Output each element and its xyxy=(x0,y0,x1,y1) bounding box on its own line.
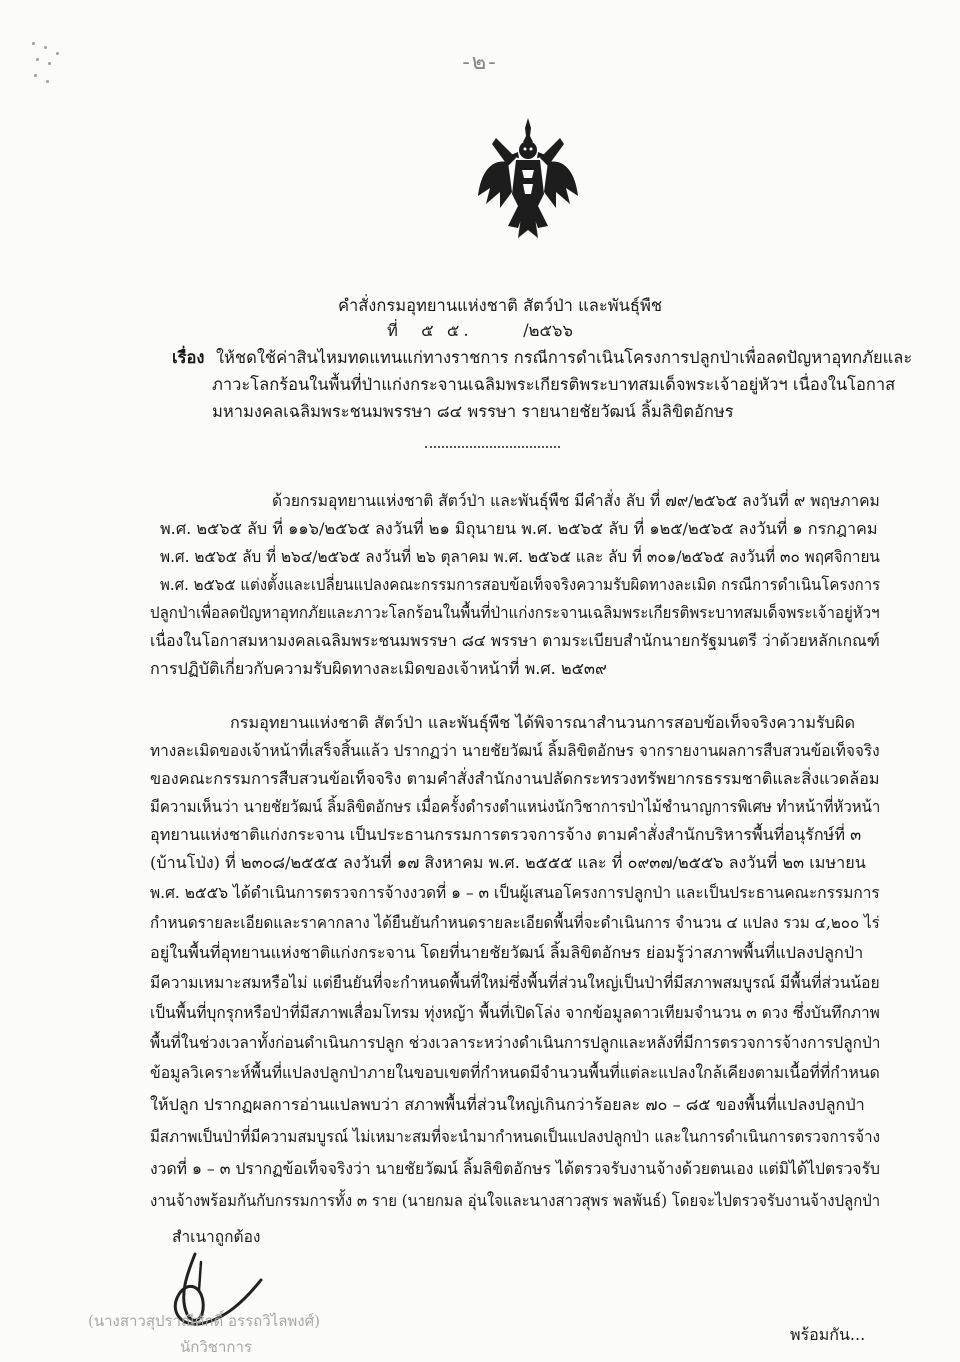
subject-line: ภาวะโลกร้อนในพื้นที่ป่าแก่งกระจานเฉลิมพระเกียรติพระบาทสมเด็จพระเจ้าอยู่หัวฯ เนื่องในโอกาส xyxy=(212,375,896,394)
continued-marker: พร้อมกัน... xyxy=(790,1325,866,1344)
paragraph-line: งานจ้างพร้อมกันกับกรรมการทั้ง ๓ ราย (นายกมล อุ่นใจและนางสาวสุพร พลพันธ์) โดยจะไปตรวจรับงานจ้างปลูกป่า xyxy=(150,1191,881,1210)
certifier-block xyxy=(88,1308,320,1360)
paragraph-line: การปฏิบัติเกี่ยวกับความรับผิดทางละเมิดของเจ้าหน้าที่ พ.ศ. ๒๕๓๙ xyxy=(150,659,607,678)
paragraph-line: งวดที่ ๑ – ๓ ปรากฏข้อเท็จจริงว่า นายชัยวัฒน์ ลิ้มลิขิตอักษร ได้ตรวจรับงานจ้างด้วยตนเอง แต่มิได้ไปตรวจรับ xyxy=(150,1159,880,1178)
order-number-year: /๒๕๖๖ xyxy=(523,321,573,340)
paragraph-line: พ.ศ. ๒๕๖๕ แต่งตั้งและเปลี่ยนแปลงคณะกรรมการสอบข้อเท็จจริงความรับผิดทางละเมิด กรณีการดำเนินโครงการ xyxy=(160,575,881,594)
copy-certified-note: สำเนาถูกต้อง xyxy=(172,1228,261,1246)
paragraph-line: พ.ศ. ๒๕๖๕ ลับ ที่ ๑๑๖/๒๕๖๕ ลงวันที่ ๒๑ มิถุนายน พ.ศ. ๒๕๖๕ ลับ ที่ ๑๒๕/๒๕๖๕ ลงวันที่ ๑ กรกฎาคม xyxy=(160,519,878,538)
paragraph-line: ข้อมูลวิเคราะห์พื้นที่แปลงปลูกป่าภายในขอบเขตที่กำหนดมีจำนวนพื้นที่แต่ละแปลงใกล้เคียงตามเนื้อที่ที่กำหนด xyxy=(150,1063,880,1082)
paragraph-line: ปลูกป่าเพื่อลดปัญหาอุทกภัยและภาวะโลกร้อนในพื้นที่ป่าแก่งกระจานเฉลิมพระเกียรติพระบาทสมเด็จพระเจ้าอยู่หัวฯ xyxy=(150,603,880,622)
garuda-emblem xyxy=(478,118,578,240)
paragraph-line: อุทยานแห่งชาติแก่งกระจาน เป็นประธานกรรมการตรวจการจ้าง ตามคำสั่งสำนักบริหารพื้นที่อนุรักษ์ที่ ๓ xyxy=(150,825,862,844)
paragraph-line: ทางละเมิดของเจ้าหน้าที่เสร็จสิ้นแล้ว ปรากฏว่า นายชัยวัฒน์ ลิ้มลิขิตอักษร จากรายงานผลการสืบสวนข้อเท็จจริง xyxy=(150,741,880,760)
paragraph-line: กำหนดรายละเอียดและราคากลาง ได้ยืนยันกำหนดรายละเอียดพื้นที่จะดำเนินการ จำนวน ๔ แปลง รวม ๔,๒๐๐ ไร่ xyxy=(150,913,880,932)
paragraph-line: มีความเหมาะสมหรือไม่ แต่ยืนยันที่จะกำหนดพื้นที่ใหม่ซึ่งพื้นที่ส่วนใหญ่เป็นป่าที่มีสภาพสมบูรณ์ มีพื้นที่ส่วนน้อย xyxy=(150,973,880,992)
order-number xyxy=(0,318,960,344)
subject-label: เรื่อง xyxy=(172,348,205,367)
subject-block xyxy=(172,344,913,425)
subject-line: มหามงคลเฉลิมพระชนมพรรษา ๘๔ พรรษา รายนายชัยวัฒน์ ลิ้มลิขิตอักษร xyxy=(212,402,734,421)
paragraph-line: (บ้านโป่ง) ที่ ๒๓๐๘/๒๕๕๕ ลงวันที่ ๑๗ สิงหาคม พ.ศ. ๒๕๕๕ และ ที่ ๐๙๓๗/๒๕๕๖ ลงวันที่ ๒๓ เมษายน xyxy=(150,853,866,872)
paragraph-line: พ.ศ. ๒๕๕๖ ได้ดำเนินการตรวจการจ้างงวดที่ ๑ – ๓ เป็นผู้เสนอโครงการปลูกป่า และเป็นประธานคณะกรรมการ xyxy=(150,883,880,902)
paragraph-line: ของคณะกรรมการสืบสวนข้อเท็จจริง ตามคำสั่งสำนักงานปลัดกระทรวงทรัพยากรธรรมชาติและสิ่งแวดล้อม xyxy=(150,769,880,788)
paragraph-line: เนื่องในโอกาสมหามงคลเฉลิมพระชนมพรรษา ๘๔ พรรษา ตามระเบียบสำนักนายกรัฐมนตรี ว่าด้วยหลักเกณฑ์ xyxy=(150,631,880,650)
paragraph-line: พื้นที่ในช่วงเวลาทั้งก่อนดำเนินการปลูก ช่วงเวลาระหว่างดำเนินการปลูกและหลังที่มีการตรวจการจ้างการปลูกป่า xyxy=(150,1033,881,1052)
subject-line: ให้ชดใช้ค่าสินไหมทดแทนแก่ทางราชการ กรณีการดำเนินโครงการปลูกป่าเพื่อลดปัญหาอุทกภัยและ xyxy=(216,348,913,367)
page-number: -๒- xyxy=(462,50,498,75)
order-number-label: ที่ xyxy=(387,321,398,340)
paragraph-line: กรมอุทยานแห่งชาติ สัตว์ป่า และพันธุ์พืช ได้พิจารณาสำนวนการสอบข้อเท็จจริงความรับผิด xyxy=(230,713,855,732)
paragraph-line: ให้ปลูก ปรากฏผลการอ่านแปลพบว่า สภาพพื้นที่ส่วนใหญ่เกินกว่าร้อยละ ๗๐ – ๘๕ ของพื้นที่แปลงปลูกป่า xyxy=(150,1095,865,1114)
paragraph-line: มีสภาพเป็นป่าที่มีความสมบูรณ์ ไม่เหมาะสมที่จะนำมากำหนดเป็นแปลงปลูกป่า และในการดำเนินการตรวจการจ้าง xyxy=(150,1127,880,1146)
paragraph-line: พ.ศ. ๒๕๖๕ ลับ ที่ ๒๖๔/๒๕๖๕ ลงวันที่ ๒๖ ตุลาคม พ.ศ. ๒๕๖๕ และ ลับ ที่ ๓๐๑/๒๕๖๕ ลงวันที่ ๓๐ พฤศจิกายน xyxy=(160,547,880,566)
separator-dotted-line xyxy=(425,446,560,448)
paragraph-line: มีความเห็นว่า นายชัยวัฒน์ ลิ้มลิขิตอักษร เมื่อครั้งดำรงตำแหน่งนักวิชาการป่าไม้ชำนาญการพิเศษ ทำหน้าที่หัวหน้า xyxy=(150,797,881,816)
order-title: คำสั่งกรมอุทยานแห่งชาติ สัตว์ป่า และพันธุ์พืช xyxy=(337,296,663,315)
order-number-value: ๕ ๕. xyxy=(421,321,473,340)
certifier-name: (นางสาวสุปราณีศักดิ์ อรรถวิไลพงศ์) xyxy=(88,1312,320,1330)
paragraph-line: ด้วยกรมอุทยานแห่งชาติ สัตว์ป่า และพันธุ์พืช มีคำสั่ง ลับ ที่ ๗๙/๒๕๖๕ ลงวันที่ ๙ พฤษภาคม xyxy=(272,491,880,510)
certifier-position: นักวิชาการ xyxy=(180,1338,252,1356)
paragraph-line: เป็นพื้นที่บุกรุกหรือป่าที่มีสภาพเสื่อมโทรม ทุ่งหญ้า พื้นที่เปิดโล่ง จากข้อมูลดาวเทียมจำนวน ๓ ดวง ซึ่งบันทึกภาพ xyxy=(150,1003,880,1022)
paragraph-line: อยู่ในพื้นที่อุทยานแห่งชาติแก่งกระจาน โดยที่นายชัยวัฒน์ ลิ้มลิขิตอักษร ย่อมรู้ว่าสภาพพื้นที่แปลงปลูกป่า xyxy=(150,943,864,962)
